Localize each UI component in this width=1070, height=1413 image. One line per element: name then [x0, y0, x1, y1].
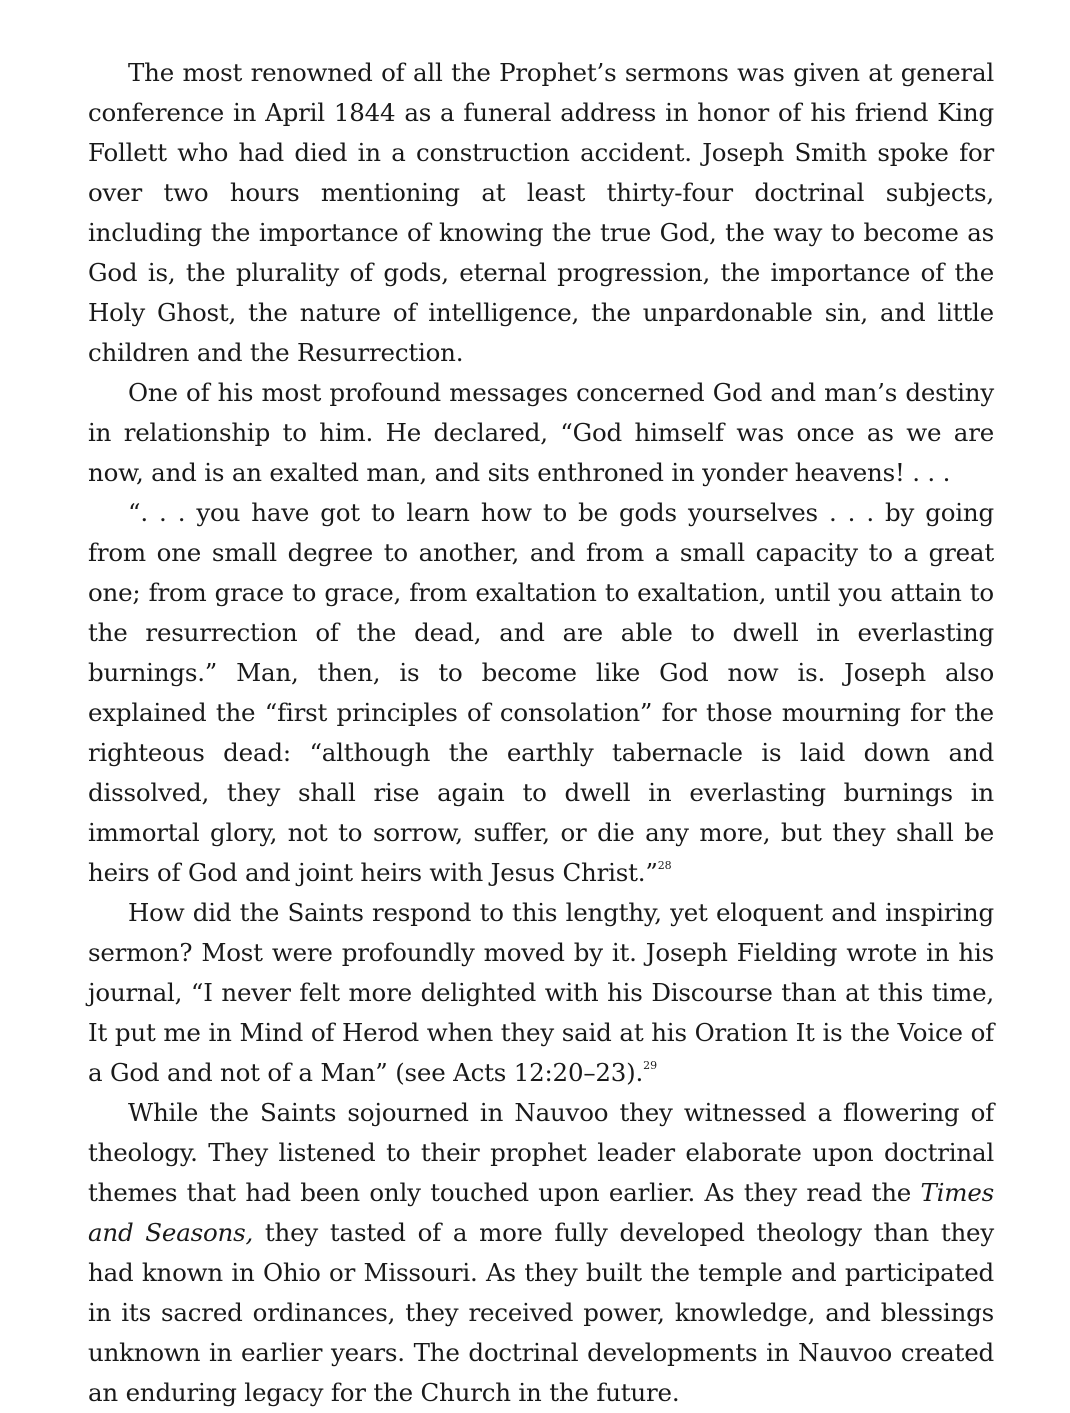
paragraph-saints-response — [88, 893, 994, 1093]
paragraph-text: How did the Saints respond to this lengthy, yet eloquent and inspiring sermon? Most were profoundly moved by it. Joseph Fielding wrote in his journal, “I never felt more delighted with his Discourse than at this time, It put me in Mind of Herod when they said at his Oration It is the Voice of a God and not of a Man” (see Acts 12:20–23). — [88, 898, 994, 1087]
publication-title: Times and Seasons, — [88, 1178, 994, 1247]
paragraph-text: The most renowned of all the Prophet’s sermons was given at general conference in April 1844 as a funeral address in honor of his friend King Follett who had died in a construction accident. Joseph Smith spoke for over two hours mentioning at least thirty-four doctrinal subjects, including the importance of knowing the true God, the way to become as God is, the plurality of gods, eternal progression, the importance of the Holy Ghost, the nature of intelligence, the unpardonable sin, and little children and the Resurrection. — [88, 58, 994, 367]
paragraph-god-and-man — [88, 373, 994, 493]
paragraph-flowering-of-theology — [88, 1093, 994, 1413]
document-page — [88, 53, 994, 1413]
footnote-marker: 28 — [657, 859, 672, 872]
paragraph-text: “. . . you have got to learn how to be gods yourselves . . . by going from one small degree to another, and from a small capacity to a great one; from grace to grace, from exaltation to exaltation, until you attain to the resurrection of the dead, and are able to dwell in everlasting burnings.” Man, then, is to become like God now is. Joseph also explained the “first principles of consolation” for those mourning for the righteous dead: “although the earthly tabernacle is laid down and dissolved, they shall rise again to dwell in everlasting burnings in immortal glory, not to sorrow, suffer, or die any more, but they shall be heirs of God and joint heirs with Jesus Christ.” — [88, 498, 994, 887]
footnote-marker: 29 — [643, 1059, 658, 1072]
paragraph-text: One of his most profound messages concerned God and man’s destiny in relationship to him. He declared, “God himself was once as we are now, and is an exalted man, and sits enthroned in yonder heavens! . . . — [88, 378, 994, 487]
paragraph-text: While the Saints sojourned in Nauvoo they witnessed a flowering of theology. They listened to their prophet leader elaborate upon doctrinal themes that had been only touched upon earlier. As they read the — [88, 1098, 994, 1207]
paragraph-quote-learn-to-be-gods — [88, 493, 994, 893]
paragraph-king-follett-sermon — [88, 53, 994, 373]
paragraph-text: they tasted of a more fully developed theology than they had known in Ohio or Missouri. As they built the temple and participated in its sacred ordinances, they received power, knowledge, and blessings unknown in earlier years. The doctrinal developments in Nauvoo created an enduring legacy for the Church in the future. — [88, 1218, 994, 1407]
